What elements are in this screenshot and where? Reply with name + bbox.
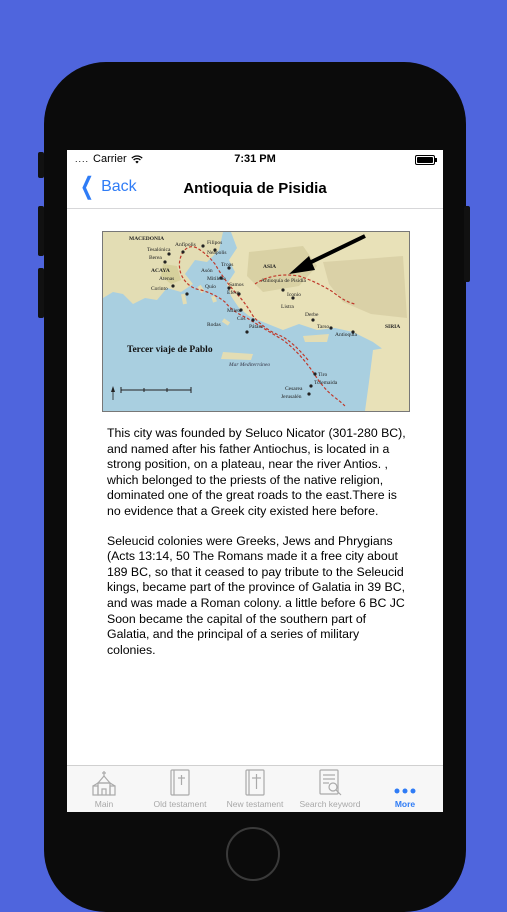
screen	[67, 150, 443, 812]
map-label: Berea	[149, 255, 162, 261]
map-label: Jerusalén	[281, 394, 302, 400]
tab-label: More	[394, 799, 416, 809]
map-label: Listra	[281, 304, 294, 310]
carrier-label: Carrier	[93, 153, 127, 165]
map-label: Iconio	[287, 292, 302, 298]
map-illustration	[103, 232, 409, 411]
page-title: Antioquia de Pisidia	[183, 180, 327, 197]
tab-more[interactable]	[377, 766, 433, 812]
map-label: Tiro	[318, 372, 328, 378]
map-label: Atenas	[159, 276, 175, 282]
tab-search-keyword[interactable]	[293, 766, 367, 812]
tab-label: Main	[94, 799, 114, 809]
tab-label: Old testament	[153, 799, 207, 809]
tab-old-testament[interactable]	[145, 766, 215, 812]
map-label: Antioquía	[335, 332, 357, 338]
navigation-bar	[67, 168, 443, 209]
tab-main[interactable]	[77, 766, 131, 812]
church-icon	[91, 770, 117, 796]
map-label: Quío	[205, 284, 216, 290]
map-label: Neápolis	[207, 250, 227, 256]
status-time: 7:31 PM	[234, 153, 276, 165]
tab-bar	[67, 765, 443, 812]
volume-up-button	[38, 206, 44, 256]
map-label: Anfípolis	[175, 242, 196, 248]
map-label: Troas	[221, 262, 234, 268]
map-label: Asón	[201, 268, 213, 274]
home-button[interactable]	[226, 827, 280, 881]
map-label: Cesarea	[285, 386, 303, 392]
battery-icon	[415, 155, 435, 165]
tab-label: New testament	[226, 799, 284, 809]
map-label: Tesalónica	[147, 247, 171, 253]
map-label: Tarso	[317, 324, 330, 330]
map-label: Filipos	[207, 240, 223, 246]
chevron-left-icon: ❮	[80, 173, 95, 200]
article-paragraph: This city was founded by Seluco Nicator (301-280 BC), and named after his father Antiochus, is located in a strong position, on a plateau, near the river Antios. , which belonged to the priests of the native religion, dominated one of the great roads to the east.There is no evidence that a Greek city existed here before.	[107, 426, 406, 518]
article-paragraph: Seleucid colonies were Greeks, Jews and Phrygians (Acts 13:14, 50 The Romans made it a free city about 189 BC, so that it ceased to pay tribute to the Seleucid kings, became part of the province of Galatia in 39 BC, and was made a Roman colony. a little before 6 BC JC Soon became the capital of the southern part of Galatia, and the principal of a series of military colonies.	[107, 533, 406, 657]
map-label: ASIA	[263, 264, 277, 270]
map-label: Derbe	[305, 312, 319, 318]
map-label: Mileto	[227, 308, 242, 314]
tab-new-testament[interactable]	[219, 766, 291, 812]
old-testament-book-icon	[169, 769, 191, 796]
map-label: Samos	[229, 282, 244, 288]
map-title: Tercer viaje de Pablo	[127, 345, 213, 355]
silent-switch	[38, 152, 44, 178]
map-label: Éfeso	[227, 290, 240, 296]
map-label: Rodas	[207, 322, 221, 328]
map-sea-label: Mar Mediterráneo	[229, 362, 271, 368]
article-body	[107, 426, 407, 672]
status-bar	[67, 150, 443, 168]
new-testament-book-icon	[244, 769, 266, 796]
map-label: Tolemaida	[314, 380, 338, 386]
tab-label: Search keyword	[299, 799, 361, 809]
map-label: MACEDONIA	[129, 236, 165, 242]
map-label: Pátara	[249, 324, 263, 330]
power-button	[464, 206, 470, 282]
signal-icon: ....	[75, 154, 90, 164]
map-label: Cos	[237, 316, 246, 322]
back-label: Back	[101, 178, 137, 195]
map-label: Antioquía de Pisidia	[261, 278, 306, 284]
map-label: Mitilene	[207, 276, 226, 282]
more-dots-icon	[393, 786, 417, 796]
map-label: SIRIA	[385, 324, 401, 330]
map-label: Corinto	[151, 286, 168, 292]
search-document-icon	[317, 769, 343, 796]
volume-down-button	[38, 268, 44, 318]
map-image	[102, 231, 410, 412]
map-label: ACAYA	[151, 268, 170, 274]
